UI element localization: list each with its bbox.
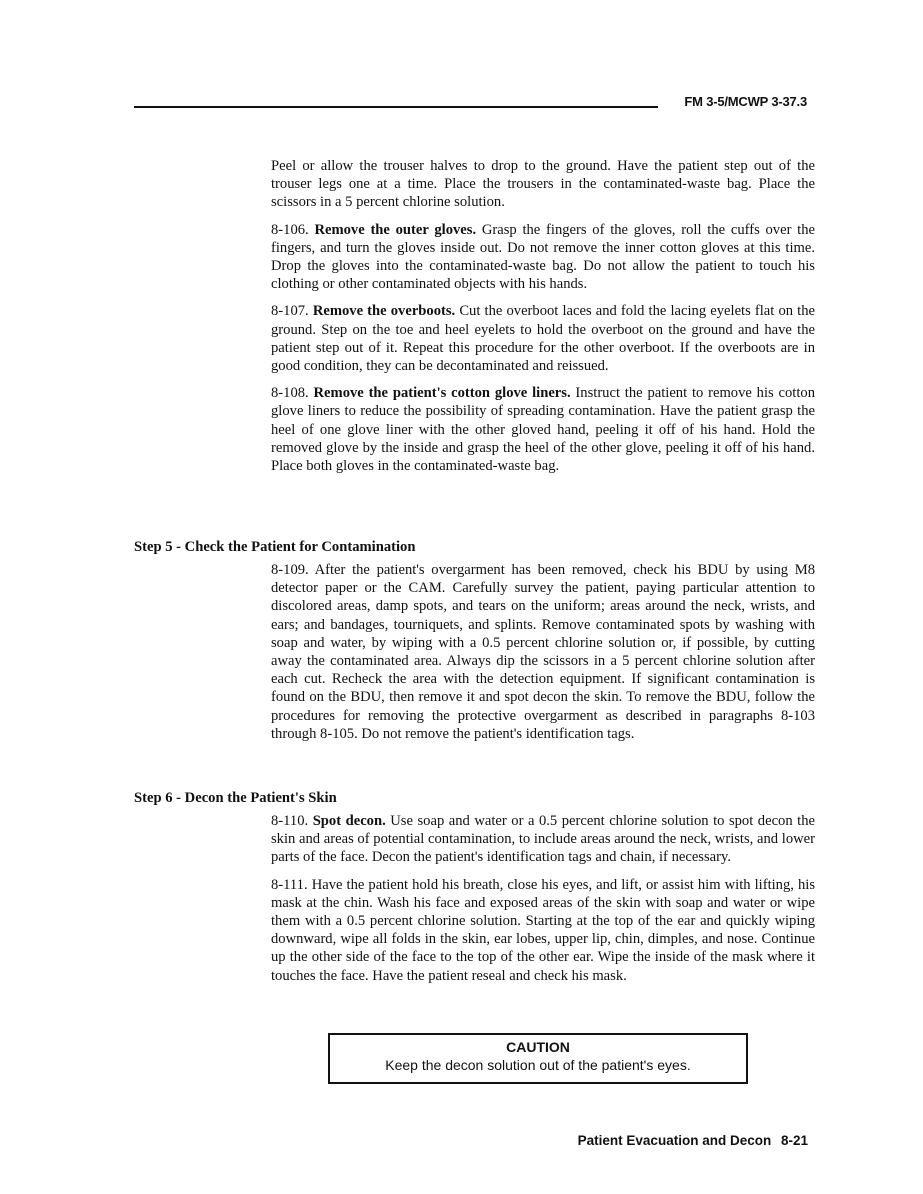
paragraph-text: Cut the overboot laces and fold the lacing eyelets flat on the ground. Step on the toe and heel eyelets to hold the overboot on the ground and have the patient step out of it. Repeat this procedure for the other overboot. If the overboots are in good condition, they can be decontaminated and reissued.	[271, 303, 815, 375]
paragraph-title: Remove the outer gloves.	[314, 221, 477, 238]
step-6-heading: Step 6 - Decon the Patient's Skin	[134, 790, 337, 806]
paragraph-number: 8-110.	[271, 813, 309, 829]
paragraph-title: Remove the overboots.	[312, 303, 456, 320]
paragraph-text: Use soap and water or a 0.5 percent chlorine solution to spot decon the skin and areas of potential contamination, to include areas around the neck, wrists, and lower parts of the face. Decon the patient's identification tags and chain, if necessary.	[271, 813, 815, 866]
paragraph-number: 8-106.	[271, 221, 309, 238]
step-6-body	[271, 812, 815, 994]
paragraph-text: Instruct the patient to remove his cotton glove liners to reduce the possibility of spreading contamination. Have the patient grasp the heel of one glove liner with the other gloved hand, peeling it off of his hand. Hold the removed glove by the inside and grasp the heel of the other glove, peeling it off of his hand. Place both gloves in the contaminated-waste bag.	[271, 385, 815, 475]
step-5-heading: Step 5 - Check the Patient for Contamination	[134, 539, 416, 555]
paragraph-8-106	[271, 221, 815, 294]
paragraph-number: 8-107.	[271, 303, 309, 320]
page-footer	[578, 1133, 808, 1148]
paragraph-text: Have the patient hold his breath, close his eyes, and lift, or assist him with lifting, his mask at the chin. Wash his face and exposed areas of the skin with soap and water or wipe them with a 0.5 percent chlorine solution. Starting at the top of the ear and quickly wiping downward, wipe all folds in the skin, ear lobes, upper lip, chin, dimples, and nose. Continue up the other side of the face to the top of the other ear. Wipe the inside of the mask where it touches the face. Have the patient reseal and check his mask.	[271, 876, 815, 984]
paragraph-8-111	[271, 876, 815, 985]
step-5-body	[271, 561, 815, 752]
paragraph-number: 8-109.	[271, 562, 309, 578]
paragraph-text: Grasp the fingers of the gloves, roll the cuffs over the fingers, and turn the gloves inside out. Do not remove the inner cotton gloves at this time. Drop the gloves into the contaminated-waste bag. Do not allow the patient to touch his clothing or other contaminated objects with his hands.	[271, 221, 815, 293]
paragraph-number: 8-108.	[271, 385, 309, 402]
paragraph-8-110	[271, 812, 815, 867]
caution-box	[328, 1033, 748, 1084]
document-id: FM 3-5/MCWP 3-37.3	[684, 94, 807, 109]
paragraph-title: Remove the patient's cotton glove liners.	[313, 385, 571, 402]
footer-chapter: Patient Evacuation and Decon	[577, 1133, 772, 1148]
paragraph-8-108	[271, 384, 815, 475]
paragraph-8-105-cont: Peel or allow the trouser halves to drop to the ground. Have the patient step out of the trouser legs one at a time. Place the trousers in the contaminated-waste bag. Place the scissors in a 5 percent chlorine solution.	[271, 158, 815, 211]
page-number: 8-21	[780, 1133, 808, 1148]
paragraph-title: Spot decon.	[312, 813, 386, 829]
body-top	[271, 157, 815, 484]
caution-title: CAUTION	[506, 1039, 570, 1055]
paragraph-8-107	[271, 302, 815, 375]
header-rule	[134, 106, 658, 108]
caution-text: Keep the decon solution out of the patient's eyes.	[385, 1057, 691, 1073]
paragraph-number: 8-111.	[271, 876, 308, 893]
paragraph-8-109	[271, 561, 815, 743]
paragraph-text: After the patient's overgarment has been removed, check his BDU by using M8 detector paper or the CAM. Carefully survey the patient, paying particular attention to discolored areas, damp spots, and tears on the uniform; areas around the neck, wrists, and ears; and bandages, tourniquets, and splints. Remove contaminated spots by washing with soap and water, by wiping with a 0.5 percent chlorine solution or, if possible, by cutting away the contaminated area. Always dip the scissors in a 5 percent chlorine solution after each cut. Recheck the area with the detection equipment. If significant contamination is found on the BDU, then remove it and spot decon the skin. To remove the BDU, follow the procedures for removing the protective overgarment as described in paragraphs 8-103 through 8-105. Do not remove the patient's identification tags.	[271, 562, 815, 742]
